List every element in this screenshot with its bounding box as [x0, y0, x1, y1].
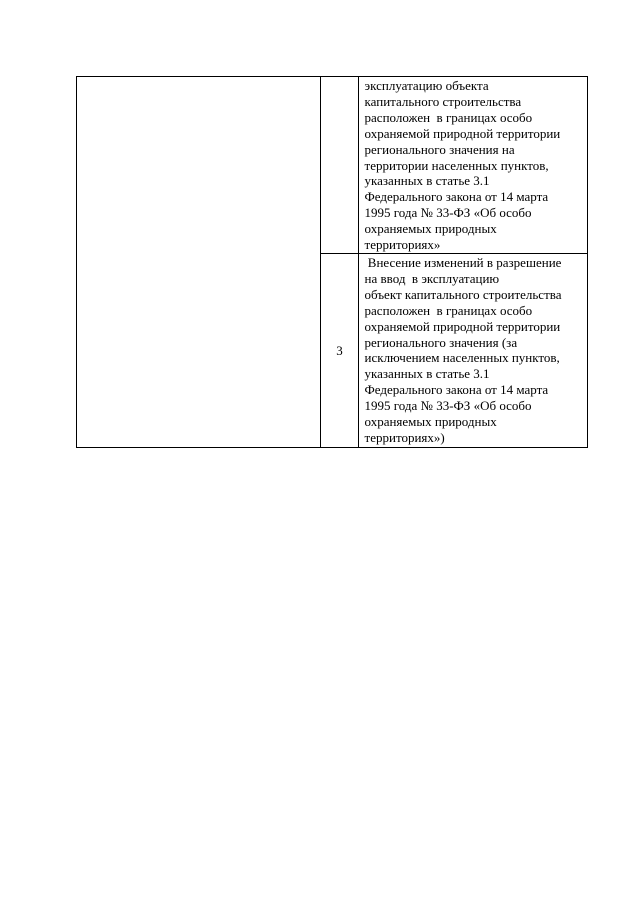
- text-line: Федерального закона от 14 марта: [364, 189, 549, 205]
- text-line: охраняемой природной территории: [364, 125, 561, 141]
- description-cell: [358, 254, 587, 448]
- description-text: [359, 77, 587, 253]
- empty-merged-cell: [77, 77, 321, 448]
- text-line: расположен в границах особо: [364, 302, 533, 318]
- description-text: [359, 254, 587, 446]
- table-row: [77, 77, 588, 254]
- text-line: 1995 года № 33-ФЗ «Об особо: [364, 205, 532, 221]
- text-line: территориях»: [364, 237, 441, 253]
- text-line: Федерального закона от 14 марта: [364, 382, 549, 398]
- text-line: эксплуатацию объекта: [364, 78, 489, 93]
- text-line: территории населенных пунктов,: [364, 157, 549, 173]
- document-table: [76, 76, 588, 448]
- text-line: объект капитального строительства: [364, 286, 562, 302]
- row-number-cell: 3: [321, 254, 358, 448]
- text-line: регионального значения на: [364, 141, 515, 157]
- text-line: указанных в статье 3.1: [364, 366, 490, 382]
- text-line: расположен в границах особо: [364, 109, 533, 125]
- text-line: охраняемых природных: [364, 414, 497, 430]
- text-line: 1995 года № 33-ФЗ «Об особо: [364, 398, 532, 414]
- text-line: Внесение изменений в разрешение: [364, 255, 562, 270]
- text-line: охраняемой природной территории: [364, 318, 561, 334]
- text-line: указанных в статье 3.1: [364, 173, 490, 189]
- description-cell: [358, 77, 587, 254]
- text-line: исключением населенных пунктов,: [364, 350, 560, 366]
- row-number-cell: [321, 77, 358, 254]
- text-line: охраняемых природных: [364, 221, 497, 237]
- text-line: регионального значения (за: [364, 334, 518, 350]
- text-line: территориях»): [364, 429, 445, 445]
- text-line: на ввод в эксплуатацию: [364, 270, 500, 286]
- text-line: капитального строительства: [364, 93, 522, 109]
